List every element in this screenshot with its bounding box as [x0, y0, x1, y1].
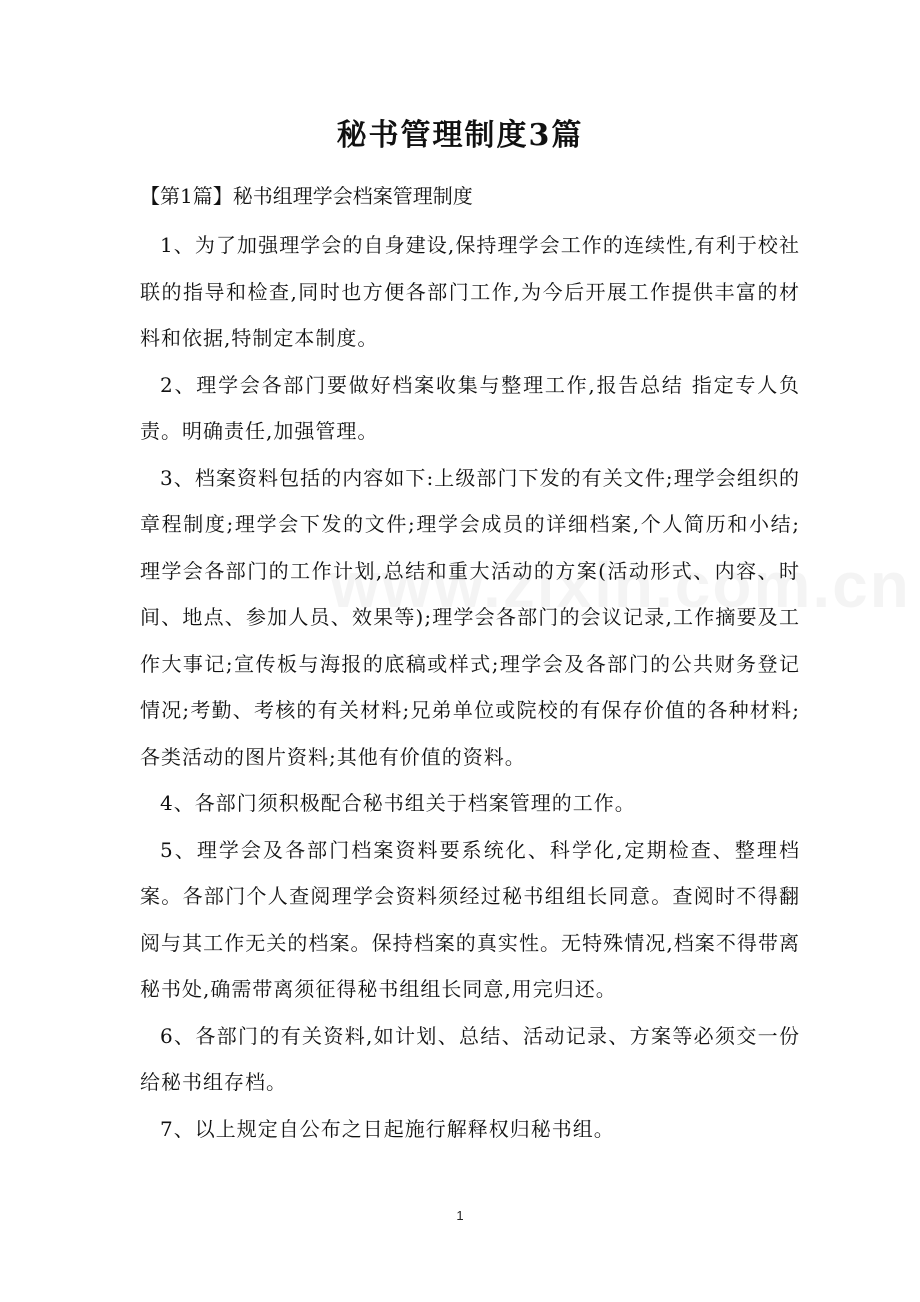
paragraph-7: 7、以上规定自公布之日起施行解释权归秘书组。 [160, 1116, 615, 1141]
paragraph-3: 3、档案资料包括的内容如下:上级部门下发的有关文件;理学会组织的章程制度;理学会下发的文件;理学会成员的详细档案,个人简历和小结;理学会各部门的工作计划,总结和重大活动的方案(活动形式、内容、时间、地点、参加人员、效果等);理学会各部门的会议记录,工作摘要及工作大事记;宣传板与海报的底稿或样式;理学会及各部门的公共财务登记情况;考勤、考核的有关材料;兄弟单位或院校的有保存价值的各种材料;各类活动的图片资料;其他有价值的资料。 [140, 465, 800, 769]
paragraph-1: 1、为了加强理学会的自身建设,保持理学会工作的连续性,有利于校社联的指导和检查,同时也方便各部门工作,为今后开展工作提供丰富的材料和依据,特制定本制度。 [140, 233, 800, 350]
document-title: 秘书管理制度3篇 [336, 118, 584, 153]
page-number: 1 [456, 1208, 464, 1223]
section-heading: 【第1篇】秘书组理学会档案管理制度 [140, 184, 473, 208]
paragraph-5: 5、理学会及各部门档案资料要系统化、科学化,定期检查、整理档案。各部门个人查阅理学会资料须经过秘书组组长同意。查阅时不得翻阅与其工作无关的档案。保持档案的真实性。无特殊情况,档案不得带离秘书处,确需带离须征得秘书组组长同意,用完归还。 [140, 837, 800, 1001]
paragraph-6: 6、各部门的有关资料,如计划、总结、活动记录、方案等必须交一份给秘书组存档。 [140, 1023, 800, 1094]
paragraph-4: 4、各部门须积极配合秘书组关于档案管理的工作。 [160, 791, 636, 815]
paragraph-2: 2、理学会各部门要做好档案收集与整理工作,报告总结 指定专人负责。明确责任,加强管理。 [140, 372, 800, 443]
document-body [140, 176, 800, 1152]
